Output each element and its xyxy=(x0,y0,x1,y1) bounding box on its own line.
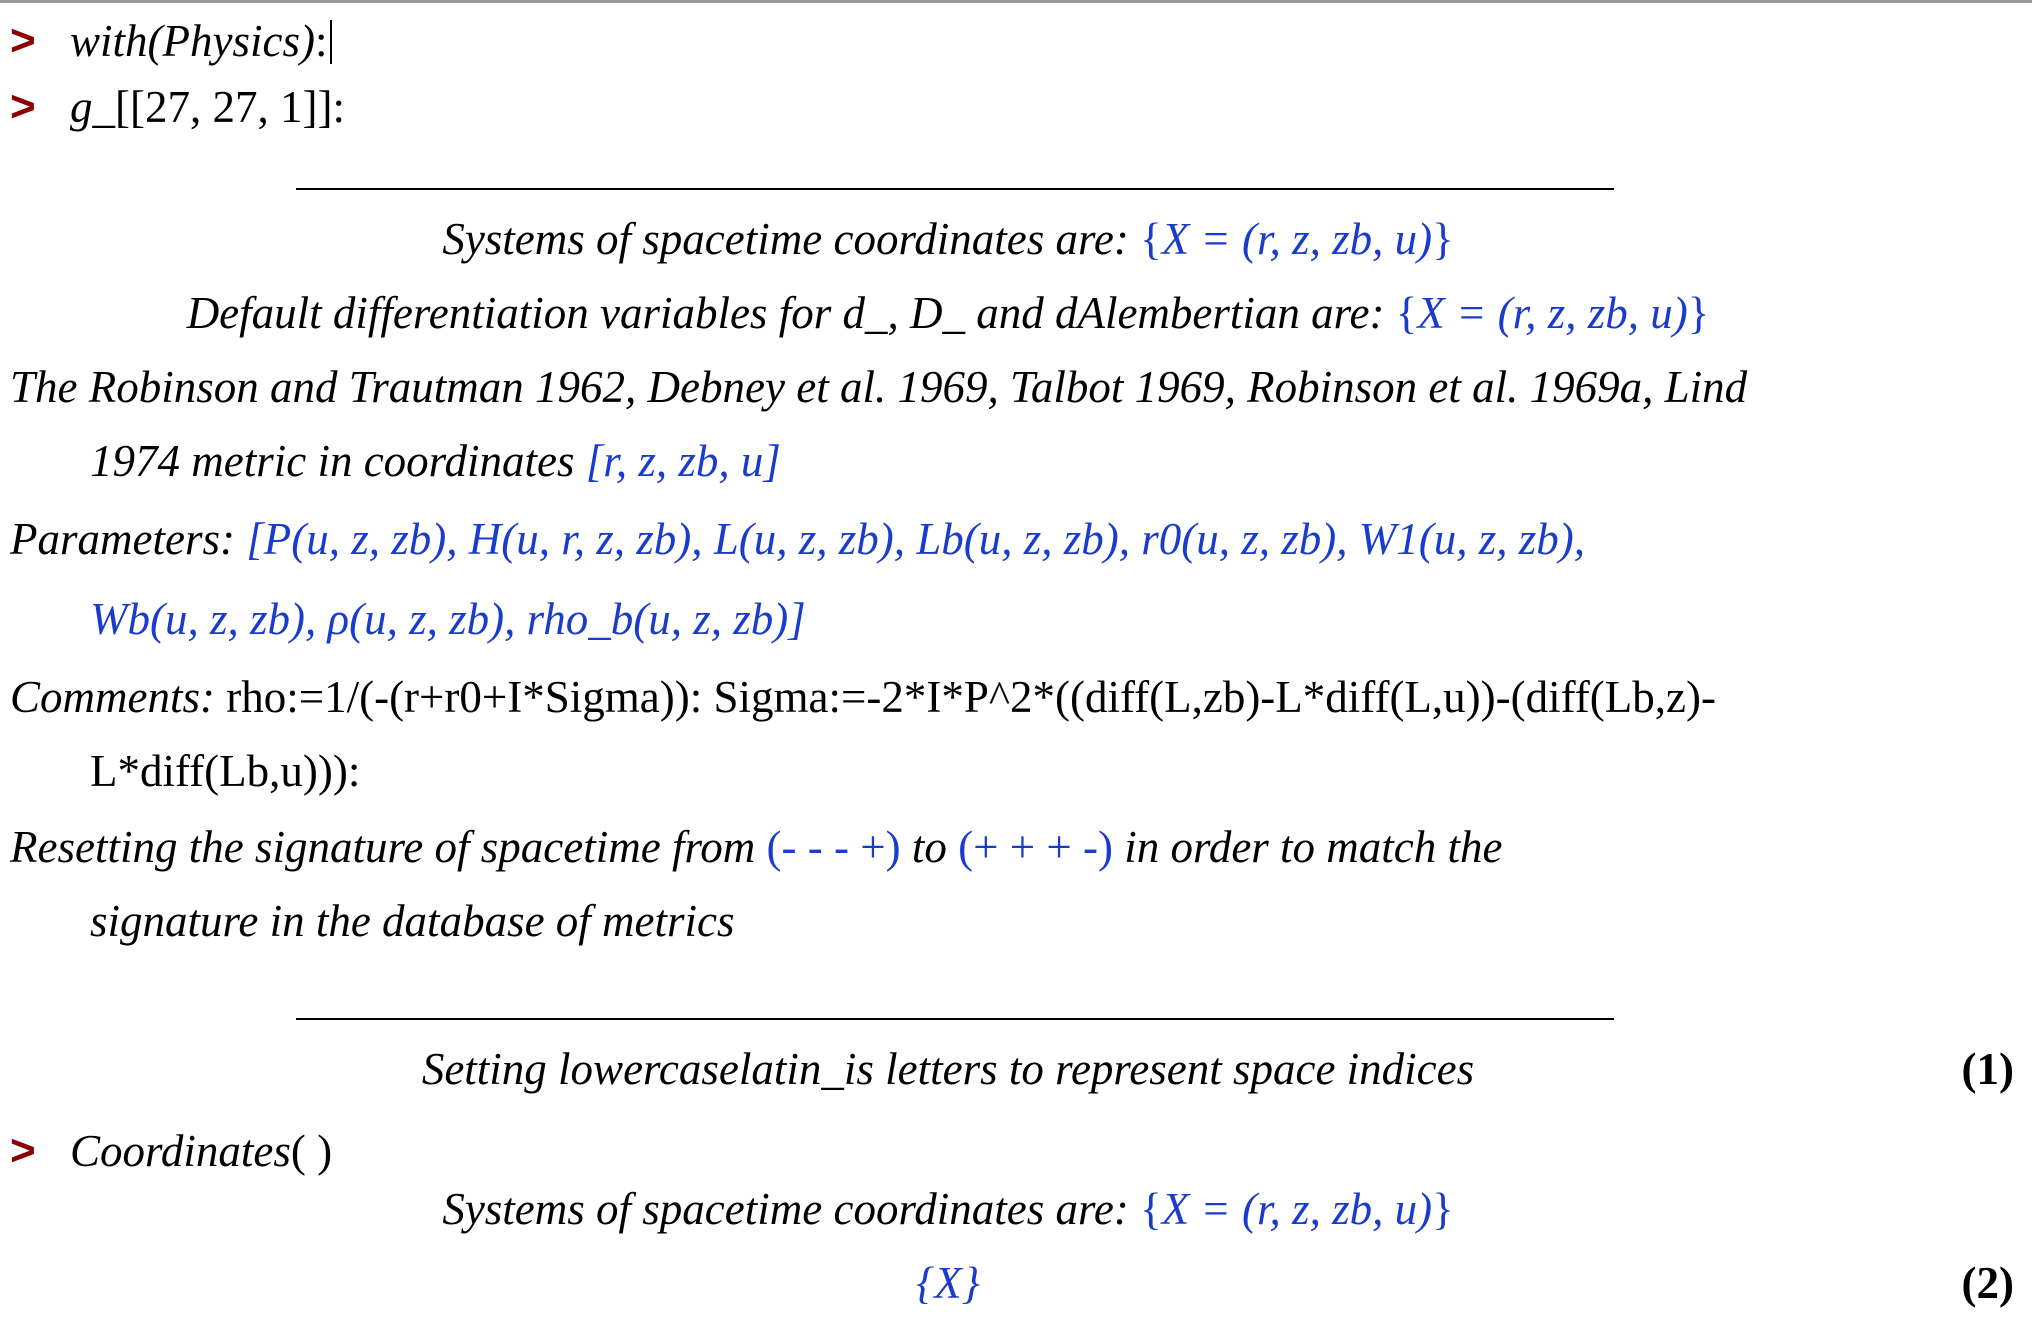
setting-indices-line: Setting lowercaselatin_is letters to represent space indices xyxy=(421,1044,1475,1094)
coords-value-2: X = (r, z, zb, u) xyxy=(1161,1184,1433,1234)
equation-label-1: (1) xyxy=(1961,1044,2014,1094)
equation-label-2: (2) xyxy=(1961,1258,2014,1308)
worksheet-top-border xyxy=(0,0,2032,3)
metric-coords: [r, z, zb, u] xyxy=(585,436,781,486)
systems-label-2: Systems of spacetime coordinates are: xyxy=(442,1184,1129,1234)
parameters-line-1 xyxy=(10,510,1585,568)
default-label: Default differentiation variables for d_, D_ and dAlembertian are: xyxy=(186,288,1385,338)
comments-line-2: L*diff(Lb,u))): xyxy=(90,746,361,796)
metric-line-1: The Robinson and Trautman 1962, Debney et al. 1969, Talbot 1969, Robinson et al. 1969a, Lind xyxy=(10,362,1748,412)
comments-label: Comments: xyxy=(10,672,215,722)
command-g-values: 27, 27, 1 xyxy=(144,82,303,132)
parameters-line-2: Wb(u, z, zb), ρ(u, z, zb), rho_b(u, z, zb)] xyxy=(90,594,806,644)
comments-text-1: rho:=1/(-(r+r0+I*Sigma)): Sigma:=-2*I*P^2*((diff(L,zb)-L*diff(L,u))-(diff(Lb,z)- xyxy=(226,672,1716,722)
output-rule-top xyxy=(296,188,1614,190)
coords-value: X = (r, z, zb, u) xyxy=(1161,214,1433,264)
command-with: with xyxy=(70,16,148,66)
input-line-3[interactable] xyxy=(70,1122,332,1180)
input1-terminator: : xyxy=(315,16,328,66)
input-prompt-3: > xyxy=(10,1126,36,1175)
metric-text: 1974 metric in coordinates xyxy=(90,436,575,486)
command-coordinates: Coordinates xyxy=(70,1126,291,1176)
reset-signature-line-2: signature in the database of metrics xyxy=(90,896,735,946)
command-g: g_ xyxy=(70,82,115,132)
output-rule-bottom xyxy=(296,1018,1614,1020)
reset-to: to xyxy=(911,822,947,872)
systems-label: Systems of spacetime coordinates are: xyxy=(442,214,1129,264)
reset-text-1: Resetting the signature of spacetime from xyxy=(10,822,756,872)
comments-line-1 xyxy=(10,668,1716,726)
parameters-list-1: [P(u, z, zb), H(u, r, z, zb), L(u, z, zb), Lb(u, z, zb), r0(u, z, zb), W1(u, z, zb), xyxy=(246,514,1586,564)
default-differentiation-line: Default differentiation variables for d_, D_ and dAlembertian are: {X = (r, z, zb, u)} xyxy=(186,288,1710,338)
systems-of-coordinates-line-2: Systems of spacetime coordinates are: {X = (r, z, zb, u)} xyxy=(442,1184,1454,1234)
signature-to: (+ + + -) xyxy=(958,822,1113,872)
default-coords-value: X = (r, z, zb, u) xyxy=(1417,288,1688,338)
input-prompt-1: > xyxy=(10,16,36,65)
metric-line-2 xyxy=(90,432,781,490)
signature-from: (- - - +) xyxy=(766,822,901,872)
input-prompt-2: > xyxy=(10,82,36,131)
coordinates-result: {X} xyxy=(916,1258,980,1308)
reset-text-2: in order to match the xyxy=(1124,822,1503,872)
input2-terminator: : xyxy=(332,82,345,132)
text-cursor xyxy=(330,20,332,64)
input-line-1[interactable]: with(Physics): xyxy=(70,12,332,70)
input-line-2[interactable]: g_[[27, 27, 1]]: xyxy=(70,82,345,132)
command-arg-physics: Physics xyxy=(162,16,300,66)
parameters-label: Parameters: xyxy=(10,514,235,564)
coordinates-args: ( ) xyxy=(290,1126,333,1176)
reset-signature-line-1 xyxy=(10,818,1503,876)
systems-of-coordinates-line: Systems of spacetime coordinates are: {X = (r, z, zb, u)} xyxy=(442,214,1454,264)
